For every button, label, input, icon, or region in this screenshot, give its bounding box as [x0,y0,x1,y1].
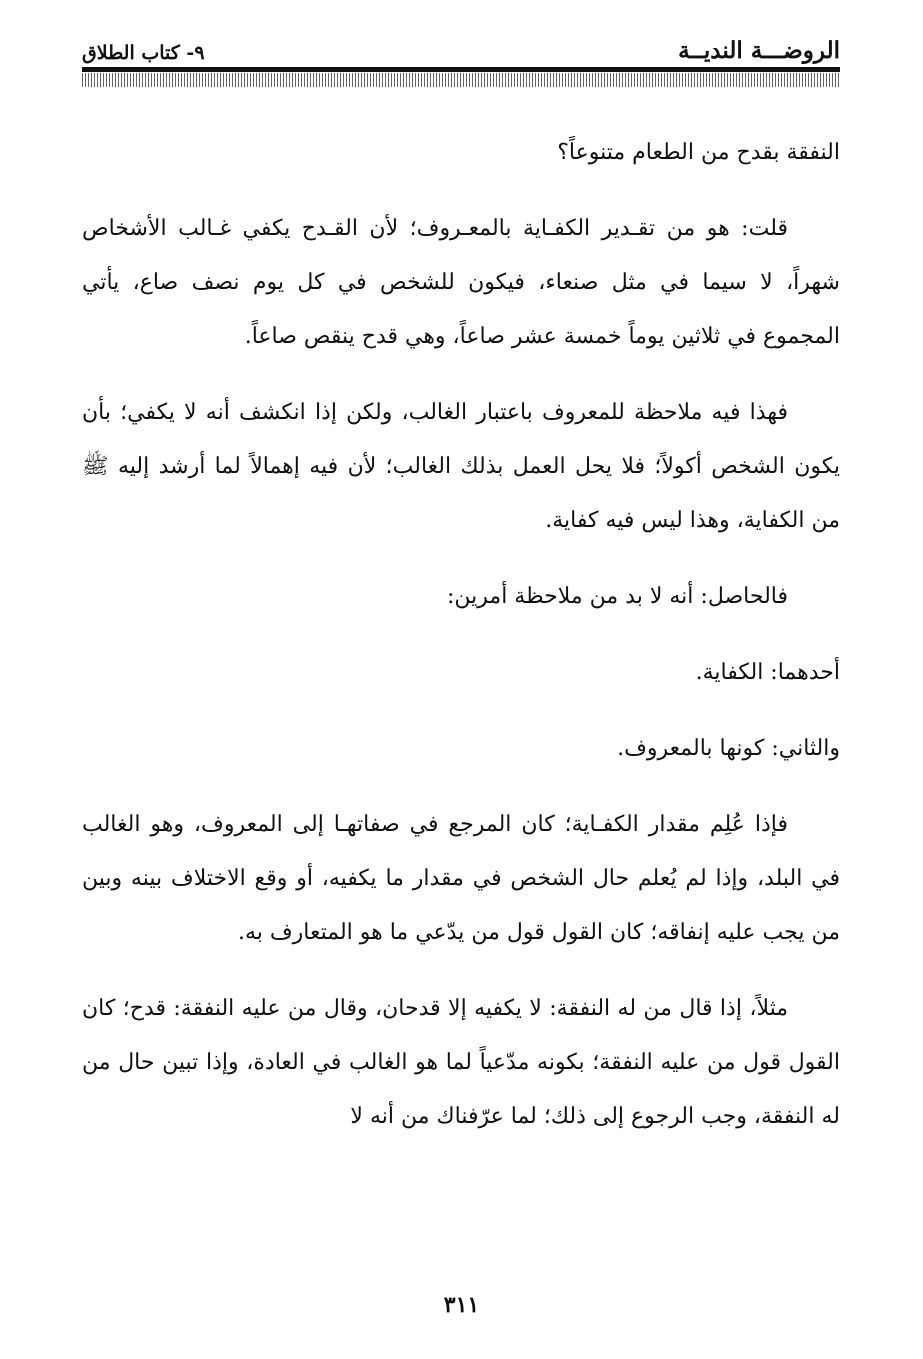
paragraph: قلت: هو من تقـدير الكفـاية بالمعـروف؛ لأن القـدح يكفي غـالب الأشخاص شهراً، لا سيما في مثل صنعاء، فيكون للشخص في كل يوم نصف صاع، يأتي المجموع في ثلاثين يوماً خمسة عشر صاعاً، وهي قدح ينقص صاعاً. [82,216,840,349]
paragraph: والثاني: كونها بالمعروف. [617,736,840,761]
main-text [82,126,840,1166]
header-rule [82,67,840,72]
chapter-title: ٩- كتاب الطلاق [82,42,205,64]
header-ornament-band [82,73,840,87]
running-header [82,36,840,64]
paragraph: فهذا فيه ملاحظة للمعروف باعتبار الغالب، ولكن إذا انكشف أنه لا يكفي؛ بأن يكون الشخص أكولاً؛ فلا يحل العمل بذلك الغالب؛ لأن فيه إهمالاً لما أرشد إليه ﷺ من الكفاية، وهذا ليس فيه كفاية. [82,400,840,533]
paragraph: فالحاصل: أنه لا بد من ملاحظة أمرين: [447,584,788,609]
paragraph: مثلاً، إذا قال من له النفقة: لا يكفيه إلا قدحان، وقال من عليه النفقة: قدح؛ كان القول قول من عليه النفقة؛ بكونه مدّعياً لما هو الغالب في العادة، وإذا تبين حال من له النفقة، وجب الرجوع إلى ذلك؛ لما عرّفناك من أنه لا [82,996,840,1129]
paragraph: النفقة بقدح من الطعام متنوعاً؟ [557,140,840,165]
paragraph: فإذا عُلِم مقدار الكفـاية؛ كان المرجع في صفاتهـا إلى المعروف، وهو الغالب في البلد، وإذا لم يُعلم حال الشخص في مقدار ما يكفيه، أو وقع الاختلاف بينه وبين من يجب عليه إنفاقه؛ كان القول قول من يدّعي ما هو المتعارف به. [82,812,840,945]
book-title: الروضـــة النديــة [678,37,840,64]
page-number: ٣١١ [443,1292,480,1318]
paragraph: أحدهما: الكفاية. [695,660,840,685]
